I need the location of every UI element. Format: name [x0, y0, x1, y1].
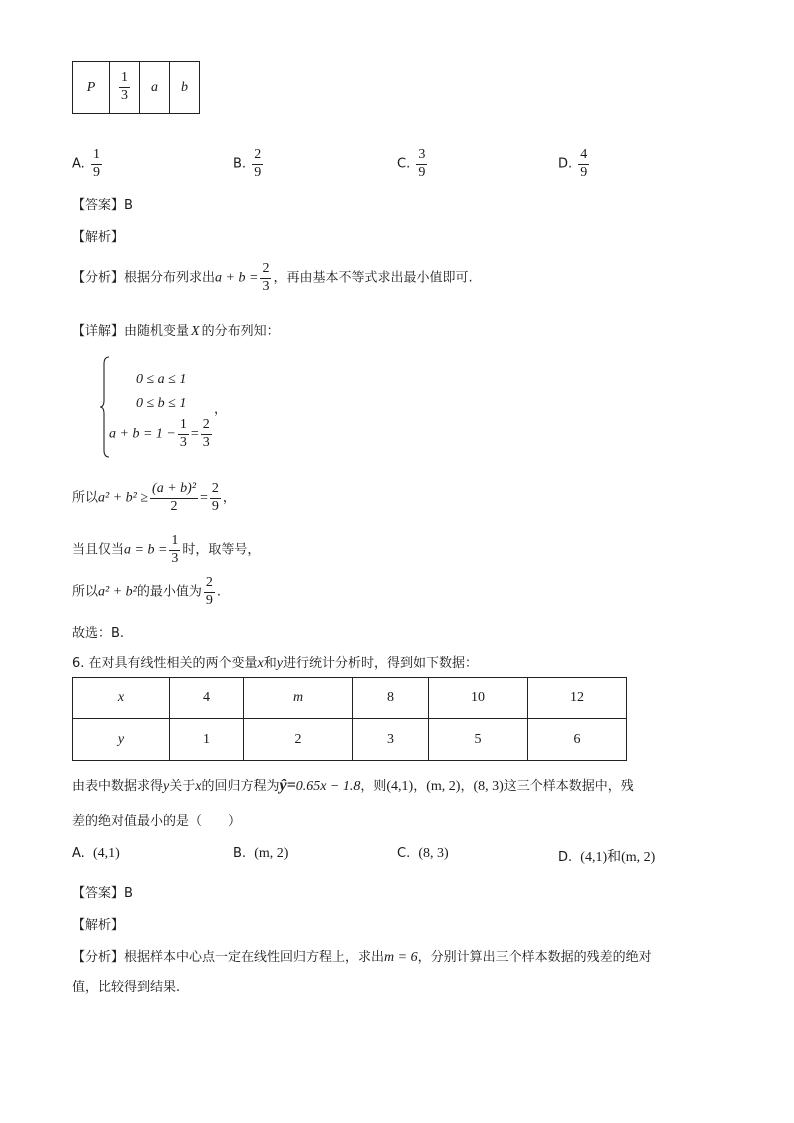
frac-num: 3 [416, 148, 427, 165]
system-line-2 [136, 396, 186, 412]
frac-den: 3 [202, 434, 210, 450]
fenxi-b: ，分别计算出三个样本数据的残差的绝对 [417, 950, 652, 965]
prob-a-cell: a [140, 62, 170, 114]
frac-num: 1 [178, 418, 189, 435]
frac-num: 2 [201, 418, 212, 435]
frac-den: 3 [262, 278, 270, 294]
system-line-3 [109, 418, 214, 450]
para-y: y [163, 779, 170, 794]
option-value: (8, 3) [418, 846, 449, 861]
fenxi-tag: 【分析】 [72, 950, 125, 965]
prob-b-cell: b [170, 62, 200, 114]
table-row-y [73, 719, 627, 761]
detail-text-a: 由随机变量 [124, 324, 190, 339]
table-cell: 12 [528, 678, 627, 719]
l3-mid: 的最小值为 [136, 584, 202, 600]
option-label: D. [558, 156, 573, 172]
q6-paragraph-line-1 [72, 775, 634, 795]
frac-num: 2 [260, 262, 271, 279]
fenxi-tag: 【分析】 [72, 270, 125, 286]
system-line-3-text: a + b = 1 − [109, 426, 176, 442]
p-label-cell: P [73, 62, 110, 114]
l3-math: a² + b² [98, 584, 137, 600]
point-1: (4,1) [386, 779, 414, 794]
para-eq: 0.65x − 1.8 [295, 779, 361, 794]
answer-tag: 【答案】 [72, 198, 125, 213]
fenxi-math: m = 6 [384, 950, 418, 965]
frac-num: 1 [91, 148, 102, 165]
table-cell: x [73, 678, 170, 719]
table-cell: 3 [353, 719, 429, 761]
prob-one-third-cell [110, 62, 140, 114]
q5-line-ineq [72, 482, 236, 514]
table-cell: y [73, 719, 170, 761]
table-cell: 10 [429, 678, 528, 719]
frac-den: 9 [205, 592, 213, 608]
frac-den: 9 [580, 164, 588, 180]
frac-den: 2 [170, 498, 178, 514]
q5-fenxi [72, 262, 473, 294]
stem-mid: 和 [263, 656, 277, 671]
table-cell: 1 [170, 719, 244, 761]
frac-den: 3 [121, 88, 128, 103]
q6-option-b[interactable] [233, 846, 288, 862]
q6-option-a[interactable] [72, 846, 120, 862]
q5-line-equal [72, 534, 260, 566]
frac-num: 2 [252, 148, 263, 165]
q5-option-b[interactable] [233, 148, 265, 180]
q5-analysis-tag: 【解析】 [72, 230, 125, 245]
l2-math: a = b = [124, 542, 168, 558]
point-2: (m, 2) [426, 779, 461, 794]
detail-tag: 【详解】 [72, 324, 125, 339]
system-line-2-text: 0 ≤ b ≤ 1 [136, 396, 187, 411]
l1-end: ， [222, 490, 236, 506]
stem-x: x [257, 656, 264, 671]
para-d: ，则 [360, 779, 387, 794]
frac-den: 9 [92, 164, 100, 180]
q5-detail [72, 320, 280, 340]
distribution-table [72, 61, 200, 114]
point-3: (8, 3) [473, 779, 504, 794]
q6-option-c[interactable] [397, 846, 449, 862]
frac-num: 4 [578, 148, 589, 165]
option-label: B. [233, 846, 247, 861]
l2-text: 当且仅当 [72, 542, 125, 558]
answer-value: B [124, 198, 133, 213]
q6-paragraph-line-2: 差的绝对值最小的是（ ） [72, 814, 242, 829]
table-cell: 5 [429, 719, 528, 761]
l1-text: 所以 [72, 490, 99, 506]
q6-option-d[interactable] [558, 846, 655, 866]
fenxi-a: 根据样本中心点一定在线性回归方程上，求出 [124, 950, 385, 965]
frac-num: 1 [169, 534, 180, 551]
para-c: 的回归方程为 [201, 779, 280, 794]
equals-sign: = [200, 490, 208, 506]
para-yhat: ŷ= [279, 777, 296, 794]
stem-text-a: 6. 在对具有线性相关的两个变量 [72, 656, 258, 671]
answer-tag: 【答案】 [72, 886, 125, 901]
q6-fenxi-line-1 [72, 946, 652, 966]
frac-den: 9 [418, 164, 426, 180]
detail-text-b: 的分布列知： [201, 324, 280, 339]
system-comma: ， [214, 402, 228, 417]
table-cell: 8 [353, 678, 429, 719]
table-cell: 6 [528, 719, 627, 761]
fenxi-text-b: ，再由基本不等式求出最小值即可. [273, 270, 473, 286]
xy-data-table [72, 677, 627, 761]
l2-end: 时，取等号， [182, 542, 261, 558]
system-line-1 [136, 372, 186, 388]
option-label: D. [558, 850, 573, 865]
frac-num: 2 [210, 482, 221, 499]
stem-text-b: 进行统计分析时，得到如下数据： [283, 656, 479, 671]
option-label: A. [72, 846, 85, 861]
option-label: B. [233, 156, 247, 172]
frac-num: (a + b)² [150, 482, 198, 499]
q6-analysis-tag: 【解析】 [72, 918, 125, 933]
frac-den: 3 [179, 434, 187, 450]
frac-den: 3 [171, 550, 179, 566]
q5-answer [72, 194, 133, 213]
q5-line-min [72, 576, 221, 608]
separator: ， [460, 779, 474, 794]
option-value: (4,1)和(m, 2) [580, 850, 656, 865]
l3-text: 所以 [72, 584, 99, 600]
para-x: x [195, 779, 202, 794]
detail-var: X [191, 324, 200, 339]
equals-sign: = [190, 426, 199, 442]
frac-num: 2 [204, 576, 215, 593]
para-a: 由表中数据求得 [72, 779, 164, 794]
option-label: C. [397, 156, 411, 172]
option-value: (4,1) [92, 846, 120, 861]
frac-den: 9 [254, 164, 262, 180]
para-e: 这三个样本数据中，残 [503, 779, 634, 794]
table-cell: 2 [244, 719, 353, 761]
fenxi-text-a: 根据分布列求出 [124, 270, 216, 286]
system-line-1-text: 0 ≤ a ≤ 1 [136, 372, 187, 387]
option-label: C. [397, 846, 411, 861]
q6-stem [72, 652, 478, 672]
frac-den: 9 [211, 498, 219, 514]
table-cell: 4 [170, 678, 244, 719]
q5-option-d[interactable] [558, 148, 591, 180]
table-cell: m [244, 678, 353, 719]
q6-answer [72, 882, 133, 901]
stem-y: y [276, 656, 283, 671]
q5-choose: 故选：B. [72, 626, 125, 641]
q5-option-c[interactable] [397, 148, 429, 180]
fenxi-math: a + b = [215, 270, 259, 286]
separator: ， [413, 779, 427, 794]
option-value: (m, 2) [254, 846, 289, 861]
l1-math: a² + b² ≥ [98, 490, 149, 506]
option-label: A. [72, 156, 85, 172]
l3-end: . [216, 584, 222, 600]
frac-num: 1 [119, 71, 130, 88]
table-row-x [73, 678, 627, 719]
q5-option-a[interactable] [72, 148, 104, 180]
q6-fenxi-line-2: 值，比较得到结果. [72, 980, 181, 995]
answer-value: B [124, 886, 133, 901]
para-b: 关于 [169, 779, 196, 794]
